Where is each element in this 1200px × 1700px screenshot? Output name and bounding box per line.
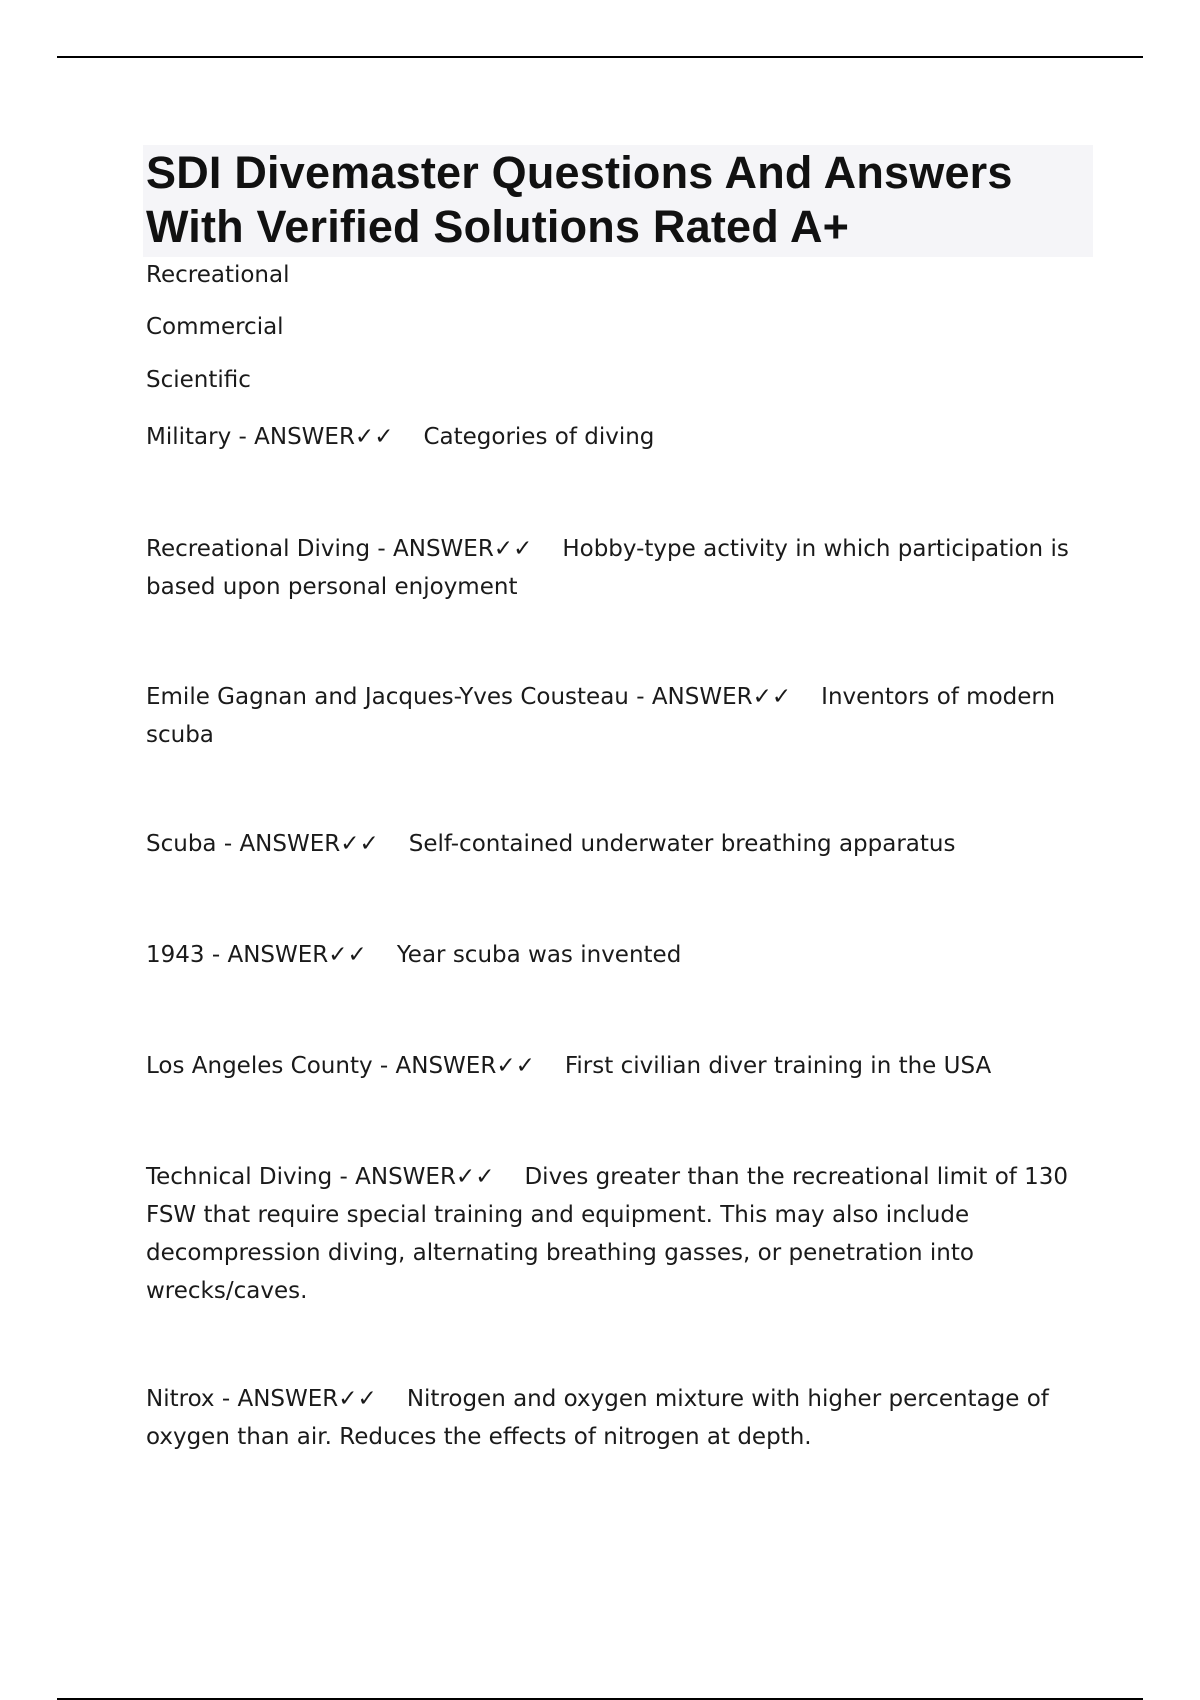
answer-marker: ANSWER — [355, 1164, 456, 1190]
qa-entry — [146, 1380, 1086, 1456]
entry-term: Los Angeles County - — [146, 1053, 396, 1079]
entry-term: Recreational Diving - — [146, 536, 393, 562]
qa-entry — [146, 825, 1086, 863]
top-rule — [57, 56, 1143, 58]
entry-term: Military - — [146, 424, 255, 450]
check-icon: ✓✓ — [328, 942, 367, 968]
entry-term: Scuba - — [146, 831, 240, 857]
entry-term: Emile Gagnan and Jacques-Yves Cousteau - — [146, 684, 652, 710]
title-line-2: With Verified Solutions Rated A+ — [146, 201, 850, 252]
qa-entry — [146, 936, 1086, 974]
answer-marker: ANSWER — [651, 684, 753, 710]
check-icon: ✓✓ — [496, 1053, 535, 1079]
check-icon: ✓✓ — [752, 684, 792, 710]
entry-definition: Hobby-type activity in which participation is based upon personal enjoyment — [146, 536, 1069, 600]
intro-line-commercial: Commercial — [146, 314, 284, 340]
answer-marker: ANSWER — [239, 831, 341, 857]
entry-definition: Inventors of modern scuba — [146, 684, 1056, 748]
check-icon: ✓✓ — [354, 424, 394, 450]
entry-term: Nitrox - — [146, 1386, 238, 1412]
title-line-1: SDI Divemaster Questions And Answers — [146, 147, 1013, 198]
check-icon: ✓✓ — [338, 1386, 377, 1412]
intro-line-scientific: Scientific — [146, 367, 251, 393]
check-icon: ✓✓ — [493, 536, 533, 562]
entry-definition: First civilian diver training in the USA — [564, 1053, 992, 1079]
entry-definition: Self-contained underwater breathing apparatus — [408, 831, 956, 857]
answer-marker: ANSWER — [254, 424, 355, 450]
qa-entry — [146, 678, 1086, 754]
entry-term: 1943 - — [146, 942, 228, 968]
entry-definition: Nitrogen and oxygen mixture with higher percentage of oxygen than air. Reduces the effects of nitrogen at depth. — [146, 1386, 1049, 1450]
answer-marker: ANSWER — [395, 1053, 497, 1079]
intro-line-recreational: Recreational — [146, 262, 290, 288]
entry-term: Technical Diving - — [146, 1164, 356, 1190]
check-icon: ✓✓ — [455, 1164, 495, 1190]
answer-marker: ANSWER — [393, 536, 494, 562]
qa-entry — [146, 530, 1086, 606]
qa-entry — [146, 418, 1086, 456]
document-title — [146, 146, 1013, 254]
entry-definition: Categories of diving — [423, 424, 655, 450]
qa-entry — [146, 1158, 1086, 1310]
qa-entry — [146, 1047, 1086, 1085]
entry-definition: Dives greater than the recreational limit of 130 FSW that require special training and equipment. This may also include decompression diving, alternating breathing gasses, or penetration into wrecks/caves. — [146, 1164, 1069, 1304]
answer-marker: ANSWER — [237, 1386, 339, 1412]
check-icon: ✓✓ — [340, 831, 379, 857]
answer-marker: ANSWER — [227, 942, 329, 968]
entry-definition: Year scuba was invented — [396, 942, 682, 968]
